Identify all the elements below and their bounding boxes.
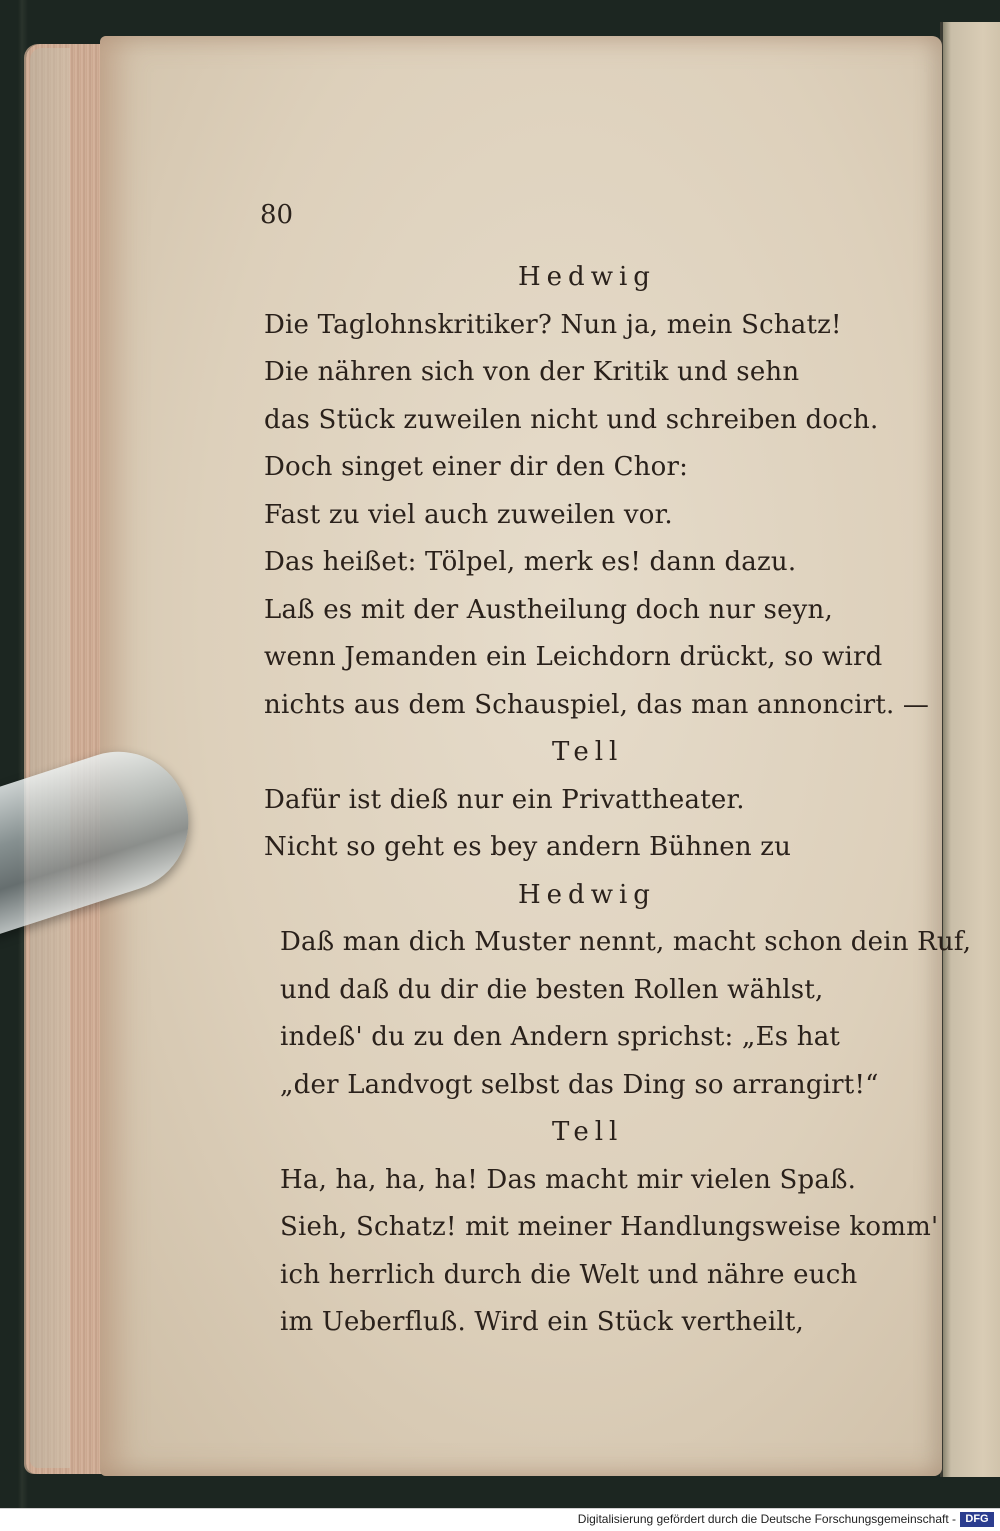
verse-line: „der Landvogt selbst das Ding so arrangirt!“ — [280, 1069, 879, 1100]
speaker-name: Hedwig — [518, 262, 656, 292]
footer-bar — [0, 1508, 1000, 1531]
verse-line: Doch singet einer dir den Chor: — [264, 452, 689, 482]
verse-line: wenn Jemanden ein Leichdorn drückt, so wird — [264, 642, 883, 672]
verse-line: Sieh, Schatz! mit meiner Handlungsweise komm' — [280, 1212, 939, 1242]
verse-line: Dafür ist dieß nur ein Privattheater. — [264, 784, 745, 815]
verse-line: Die nähren sich von der Kritik und sehn — [264, 357, 800, 387]
verse-line: Die Taglohnskritiker? Nun ja, mein Schatz! — [264, 309, 842, 340]
verse-line: Laß es mit der Austheilung doch nur seyn, — [264, 594, 833, 625]
verse-line: Daß man dich Muster nennt, macht schon dein Ruf, — [280, 927, 972, 957]
verse-line: nichts aus dem Schauspiel, das man annoncirt. — — [264, 689, 930, 720]
verse-line: Fast zu viel auch zuweilen vor. — [264, 499, 673, 530]
verse-line: Nicht so geht es bey andern Bühnen zu — [264, 832, 792, 862]
speaker-name: Hedwig — [518, 879, 656, 910]
verse-line: das Stück zuweilen nicht und schreiben doch. — [264, 404, 879, 435]
verse-line: Das heißet: Tölpel, merk es! dann dazu. — [264, 547, 797, 577]
speaker-name: Tell — [552, 737, 624, 767]
dfg-logo-icon: DFG — [960, 1512, 994, 1527]
page-edges-highlight — [30, 48, 70, 1468]
speaker-name: Tell — [552, 1117, 624, 1147]
verse-line: indeß' du zu den Andern sprichst: „Es hat — [280, 1022, 841, 1052]
verse-line: im Ueberfluß. Wird ein Stück vertheilt, — [280, 1307, 805, 1337]
verse-line: ich herrlich durch die Welt und nähre euch — [280, 1259, 858, 1290]
next-page-edge — [940, 22, 1000, 1477]
page-number: 80 — [260, 200, 294, 230]
verse-line: und daß du dir die besten Rollen wählst, — [280, 974, 824, 1005]
footer-credit: Digitalisierung gefördert durch die Deutsche Forschungsgemeinschaft - — [577, 1512, 956, 1526]
verse-line: Ha, ha, ha, ha! Das macht mir vielen Spaß. — [280, 1164, 857, 1195]
